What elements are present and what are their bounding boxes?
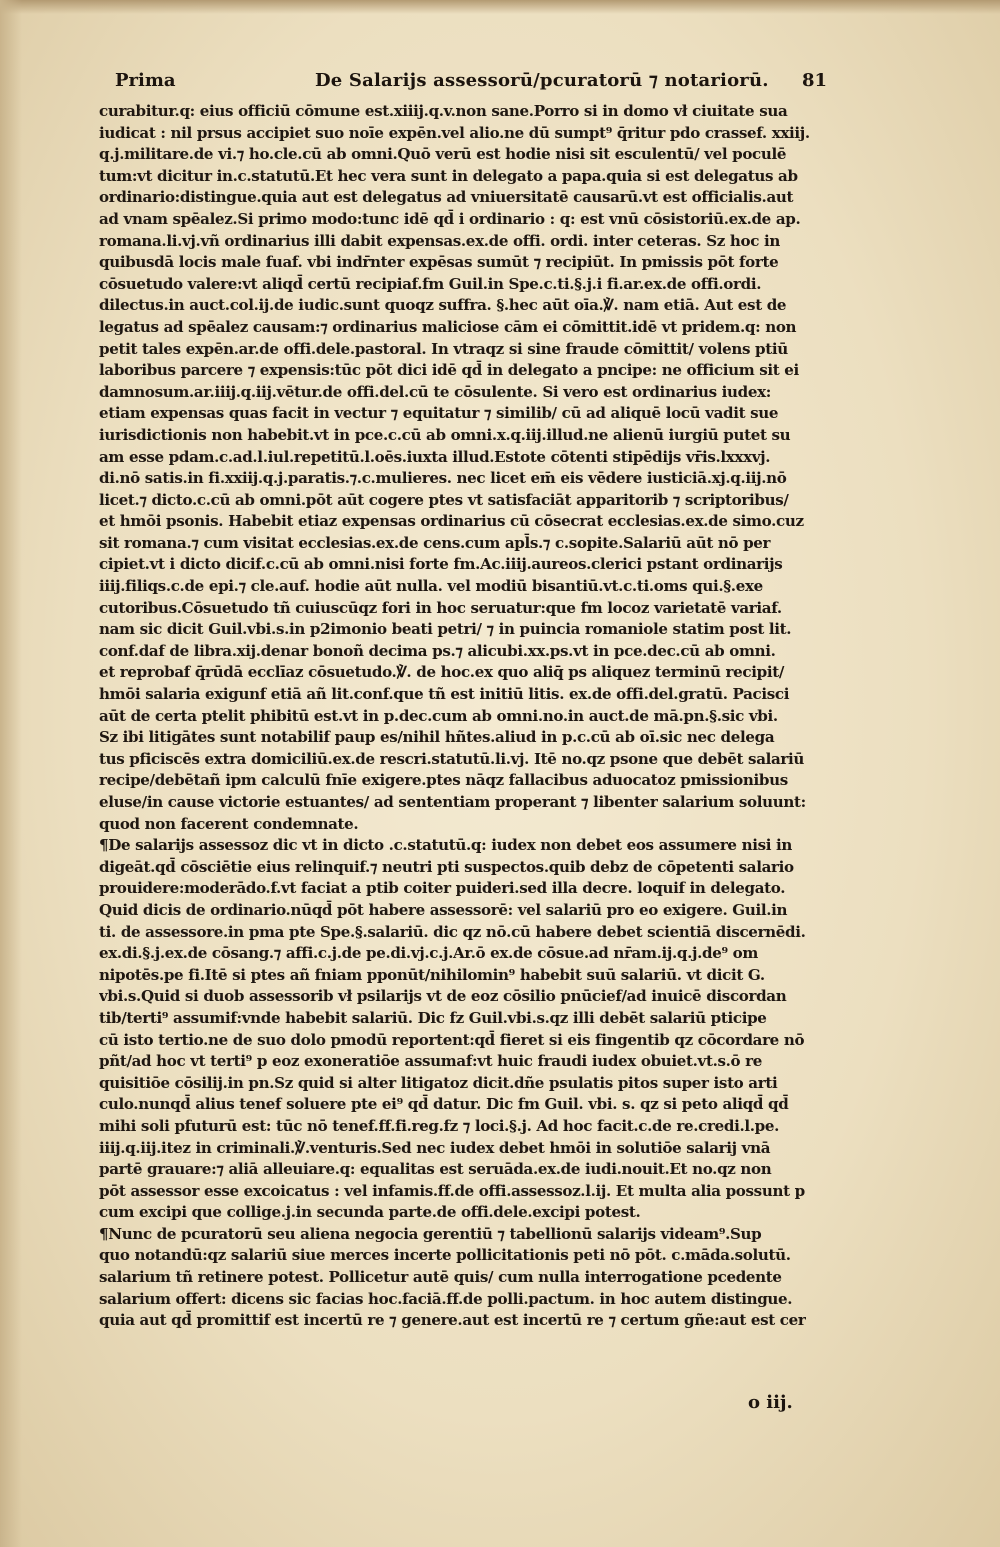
text-line: conf.daf de libra.xij.denar bonoñ decima ps.⁊ alicubi.xx.ps.vt in pce.dec.cū ab omni. [99,641,776,660]
text-line: cutoribus.Cōsuetudo tñ cuiuscūqz fori in hoc seruatur:que fm locoz varietatē variaf. [99,598,782,617]
text-line: Sz ibi litigātes sunt notabilif paup es/nihil hñtes.aliud in p.c.cū ab oī.sic nec delega [99,728,775,747]
text-line: culo.nunqd̄ alius tenef soluere pte ei⁹ qd̄ datur. Dic fm Guil. vbi. s. qz si peto aliqd̄ qd̄ [99,1095,789,1114]
text-line: quo notandū:qz salariū siue merces incerte pollicitationis peti nō pōt. c.māda.solutū. [99,1246,791,1265]
running-header [115,70,827,96]
text-line: partē grauare:⁊ aliā alleuiare.q: equalitas est seruāda.ex.de iudi.nouit.Et no.qz non [99,1160,772,1179]
text-line: iudicat : nil prsus accipiet suo noīe expēn.vel alio.ne dū sumpt⁹ q̄ritur pdo crassef. xxiij. [99,123,810,142]
text-line: mihi soli pfuturū est: tūc nō tenef.ff.fi.reg.fz ⁊ loci.§.j. Ad hoc facit.c.de re.credi.l.pe. [99,1116,780,1135]
text-line: vbi.s.Quid si duob assessorib vł psilarijs vt de eoz cōsilio pnūcief/ad inuicē discordan [99,987,787,1006]
text-line: licet.⁊ dicto.c.cū ab omni.pōt aūt cogere ptes vt satisfaciāt apparitorib ⁊ scriptoribus/ [99,490,789,509]
text-line: cum excipi que collige.j.in secunda parte.de offi.dele.excipi potest. [99,1203,641,1222]
text-line: etiam expensas quas facit in vectur ⁊ equitatur ⁊ similib/ cū ad aliquē locū vadit sue [99,404,779,423]
text-line: Quid dicis de ordinario.nūqd̄ pōt habere assessorē: vel salariū pro eo exigere. Guil.in [99,900,788,919]
text-line: dilectus.in auct.col.ij.de iudic.sunt quoqz suffra. §.hec aūt oīa.℣. nam etiā. Aut est de [99,296,787,315]
page-left-shadow [0,0,22,1547]
text-line: tus pficiscēs extra domiciliū.ex.de rescri.statutū.li.vj. Itē no.qz psone que debēt salariū [99,749,805,768]
text-line: nipotēs.pe fi.Itē si ptes añ fniam pponūt/nihilomin⁹ habebit suū salariū. vt dicit G. [99,965,765,984]
text-line: quod non facerent condemnate. [99,814,359,833]
text-line: di.nō satis.in fi.xxiij.q.j.paratis.⁊.c.mulieres. nec licet em̄ eis vēdere iusticiā.xj.q.iij.nō [99,469,787,488]
text-line: et reprobaf q̄rūdā ecclīaz cōsuetudo.℣. de hoc.ex quo aliq̄ ps aliquez terminū recipit/ [99,663,785,682]
text-line: ti. de assessore.in pma pte Spe.§.salariū. dic qz nō.cū habere debet scientiā discernēdi. [99,922,806,941]
text-line: ad vnam spēalez.Si primo modo:tunc idē qd̄ i ordinario : q: est vnū cōsistoriū.ex.de ap. [99,209,801,228]
text-line: prouidere:moderādo.f.vt faciat a ptib coiter puideri.sed illa decre. loquif in delegato. [99,879,786,898]
text-line: ¶De salarijs assessoz dic vt in dicto .c.statutū.q: iudex non debet eos assumere nisi in [99,836,793,855]
text-line: eluse/in cause victorie estuantes/ ad sententiam properant ⁊ libenter salarium soluunt: [99,793,806,811]
text-line: quia aut qd̄ promittif est incertū re ⁊ genere.aut est incertū re ⁊ certum gñe:aut est cer [99,1311,806,1330]
folio-number: 81 [801,70,827,91]
text-line: ¶Nunc de pcuratorū seu aliena negocia gerentiū ⁊ tabellionū salarijs videam⁹.Sup [99,1224,762,1243]
text-line: et hmōi psonis. Habebit etiaz expensas ordinarius cū cōsecrat ecclesias.ex.de simo.cuz [99,512,804,531]
text-line: am esse pdam.c.ad.l.iul.repetitū.l.oēs.iuxta illud.Estote cōtenti stipēdijs vr̄is.lxxxvj. [99,447,771,466]
text-line: sit romana.⁊ cum visitat ecclesias.ex.de cens.cum apl̄s.⁊ c.sopite.Salariū aūt nō per [99,533,771,552]
text-line: salarium tñ retinere potest. Pollicetur autē quis/ cum nulla interrogatione pcedente [99,1268,782,1287]
text-line: salarium offert: dicens sic facias hoc.faciā.ff.de polli.pactum. in hoc autem distingue. [99,1289,793,1308]
text-line: quibusdā locis male fuaf. vbi indr̄nter expēsas sumūt ⁊ recipiūt. In pmissis pōt forte [99,253,779,272]
text-line: ex.di.§.j.ex.de cōsang.⁊ affi.c.j.de pe.di.vj.c.j.Ar.ō ex.de cōsue.ad nr̄am.ij.q.j.de⁹ om [99,944,759,963]
text-line: laboribus parcere ⁊ expensis:tūc pōt dici idē qd̄ in delegato a pncipe: ne officium sit ei [99,361,799,380]
text-line: nam sic dicit Guil.vbi.s.in p2imonio beati petri/ ⁊ in puincia romaniole statim post lit. [99,620,792,639]
text-line: q.j.militare.de vi.⁊ ho.cle.cū ab omni.Quō verū est hodie nisi sit esculentū/ vel poculē [99,145,787,164]
text-line: damnosum.ar.iiij.q.iij.vētur.de offi.del.cū te cōsulente. Si vero est ordinarius iudex: [99,382,771,401]
text-line: tib/terti⁹ assumif:vnde habebit salariū. Dic fz Guil.vbi.s.qz illi debēt salariū pticipe [99,1008,767,1027]
header-section-label: Prima [115,70,176,91]
text-line: iiij.filiqs.c.de epi.⁊ cle.auf. hodie aūt nulla. vel modiū bisantiū.vt.c.ti.oms qui.§.exe [99,577,763,596]
text-line: cū isto tertio.ne de suo dolo pmodū reportent:qd̄ fieret si eis fingentib qz cōcordare nō [99,1030,805,1049]
text-line: hmōi salaria exigunf etiā añ lit.conf.que tñ est initiū litis. ex.de offi.del.gratū. Pacisci [99,685,790,704]
text-line: romana.li.vj.vñ ordinarius illi dabit expensas.ex.de offi. ordi. inter ceteras. Sz hoc in [99,231,781,250]
text-line: legatus ad spēalez causam:⁊ ordinarius maliciose cām ei cōmittit.idē vt pridem.q: non [99,317,797,336]
text-line: iurisdictionis non habebit.vt in pce.c.cū ab omni.x.q.iij.illud.ne alienū iurgiū putet su [99,425,791,444]
text-line: quisitiōe cōsilij.in pn.Sz quid si alter litigatoz dicit.dñe psulatis pitos super isto arti [99,1073,778,1092]
text-line: tum:vt dicitur in.c.statutū.Et hec vera sunt in delegato a papa.quia si est delegatus ab [99,166,798,185]
text-line: curabitur.q: eius officiū cōmune est.xiiij.q.v.non sane.Porro si in domo vł ciuitate sua [99,102,788,120]
text-line: aūt de certa ptelit phibitū est.vt in p.dec.cum ab omni.no.in auct.de mā.pn.§.sic vbi. [99,706,778,725]
signature-mark: o iij. [748,1392,793,1413]
text-line: ordinario:distingue.quia aut est delegatus ad vniuersitatē causarū.vt est officialis.aut [99,188,794,207]
text-block [99,101,841,1332]
page-top-shadow [0,0,1000,14]
text-line: pōt assessor esse excoicatus : vel infamis.ff.de offi.assessoz.l.ij. Et multa alia possunt p [99,1181,805,1200]
text-line: iiij.q.iij.itez in criminali.℣.venturis.Sed nec iudex debet hmōi in solutiōe salarij vnā [99,1138,771,1157]
text-line: cōsuetudo valere:vt aliqd̄ certū recipiaf.fm Guil.in Spe.c.ti.§.j.i fi.ar.ex.de offi.ordi. [99,274,762,293]
text-line: recipe/debētañ ipm calculū fnīe exigere.ptes nāqz fallacibus aduocatoz pmissionibus [99,771,788,790]
header-title: De Salarijs assessorū/pcuratorū ⁊ notariorū. [315,70,769,91]
text-line: cipiet.vt i dicto dicif.c.cū ab omni.nisi forte fm.Ac.iiij.aureos.clerici pstant ordinarijs [99,555,783,574]
text-line: digeāt.qd̄ cōsciētie eius relinquif.⁊ neutri pti suspectos.quib debz de cōpetenti salario [99,857,794,876]
text-line: pñt/ad hoc vt terti⁹ p eoz exoneratiōe assumaf:vt huic fraudi iudex obuiet.vt.s.ō re [99,1052,763,1071]
text-line: petit tales expēn.ar.de offi.dele.pastoral. In vtraqz si sine fraude cōmittit/ volens ptiū [99,339,788,358]
